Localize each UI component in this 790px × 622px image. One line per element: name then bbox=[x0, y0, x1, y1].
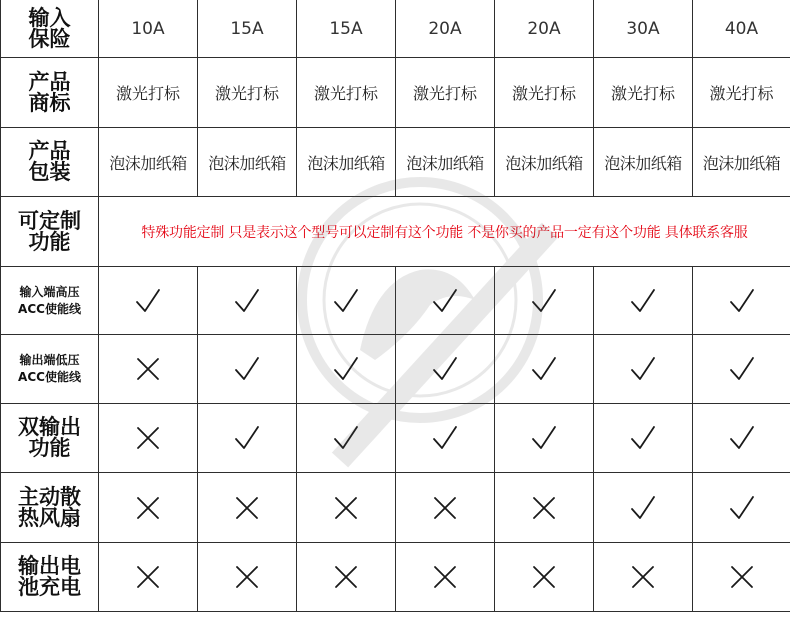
supported-cell bbox=[198, 404, 297, 473]
table-row bbox=[1, 335, 790, 404]
row-header-line: 双输出 bbox=[18, 415, 81, 439]
check-icon bbox=[729, 425, 755, 451]
row-header-line: 输出端低压 bbox=[19, 353, 80, 367]
unsupported-cell bbox=[693, 543, 790, 612]
supported-cell bbox=[693, 473, 790, 543]
check-icon bbox=[432, 356, 458, 382]
row-header-line: 热风扇 bbox=[18, 505, 81, 530]
table-cell: 激光打标 bbox=[693, 58, 790, 128]
check-icon bbox=[234, 425, 260, 451]
supported-cell bbox=[594, 267, 693, 335]
cross-icon bbox=[729, 564, 755, 590]
table-cell: 泡沫加纸箱 bbox=[99, 128, 198, 197]
supported-cell bbox=[594, 404, 693, 473]
check-icon bbox=[531, 288, 557, 314]
table-cell: 泡沫加纸箱 bbox=[297, 128, 396, 197]
row-header bbox=[1, 473, 99, 543]
check-icon bbox=[729, 288, 755, 314]
row-header bbox=[1, 543, 99, 612]
row-header bbox=[1, 335, 99, 404]
check-icon bbox=[135, 288, 161, 314]
check-icon bbox=[531, 356, 557, 382]
check-icon bbox=[630, 495, 656, 521]
cross-icon bbox=[432, 564, 458, 590]
unsupported-cell bbox=[297, 473, 396, 543]
check-icon bbox=[333, 288, 359, 314]
supported-cell bbox=[594, 335, 693, 404]
cross-icon bbox=[135, 495, 161, 521]
table-cell: 15A bbox=[297, 0, 396, 58]
check-icon bbox=[630, 288, 656, 314]
supported-cell bbox=[693, 335, 790, 404]
table-cell: 10A bbox=[99, 0, 198, 58]
table-row bbox=[1, 197, 790, 267]
check-icon bbox=[333, 356, 359, 382]
row-header-line: 包装 bbox=[28, 160, 71, 184]
table-cell: 泡沫加纸箱 bbox=[495, 128, 594, 197]
table-cell: 泡沫加纸箱 bbox=[594, 128, 693, 197]
row-header bbox=[1, 404, 99, 473]
table-cell: 20A bbox=[396, 0, 495, 58]
supported-cell bbox=[495, 404, 594, 473]
table-cell: 30A bbox=[594, 0, 693, 58]
row-header-line: ACC使能线 bbox=[18, 301, 81, 316]
unsupported-cell bbox=[396, 473, 495, 543]
supported-cell bbox=[198, 335, 297, 404]
check-icon bbox=[630, 425, 656, 451]
check-icon bbox=[630, 356, 656, 382]
table-cell: 泡沫加纸箱 bbox=[396, 128, 495, 197]
unsupported-cell bbox=[297, 543, 396, 612]
supported-cell bbox=[396, 335, 495, 404]
row-header-line: 主动散 bbox=[18, 484, 81, 509]
table-row bbox=[1, 58, 790, 128]
check-icon bbox=[234, 288, 260, 314]
table-cell: 激光打标 bbox=[396, 58, 495, 128]
cross-icon bbox=[333, 495, 359, 521]
check-icon bbox=[432, 425, 458, 451]
unsupported-cell bbox=[198, 473, 297, 543]
row-header bbox=[1, 0, 99, 58]
row-header-line: 功能 bbox=[28, 229, 71, 254]
row-header-line: 产品 bbox=[28, 69, 71, 94]
custom-note: 特殊功能定制 只是表示这个型号可以定制有这个功能 不是你买的产品一定有这个功能 具体联系客服 bbox=[99, 197, 790, 267]
row-header-line: 输入 bbox=[28, 5, 71, 30]
row-header bbox=[1, 267, 99, 335]
table-cell: 激光打标 bbox=[198, 58, 297, 128]
unsupported-cell bbox=[495, 543, 594, 612]
unsupported-cell bbox=[99, 473, 198, 543]
unsupported-cell bbox=[396, 543, 495, 612]
unsupported-cell bbox=[99, 543, 198, 612]
row-header bbox=[1, 197, 99, 267]
unsupported-cell bbox=[594, 543, 693, 612]
row-header-line: 产品 bbox=[28, 139, 71, 163]
table-cell: 15A bbox=[198, 0, 297, 58]
table-row bbox=[1, 128, 790, 197]
table-cell: 20A bbox=[495, 0, 594, 58]
check-icon bbox=[729, 356, 755, 382]
supported-cell bbox=[495, 335, 594, 404]
cross-icon bbox=[531, 495, 557, 521]
table-cell: 激光打标 bbox=[297, 58, 396, 128]
check-icon bbox=[234, 356, 260, 382]
supported-cell bbox=[495, 267, 594, 335]
cross-icon bbox=[234, 495, 260, 521]
row-header bbox=[1, 128, 99, 197]
table-row bbox=[1, 267, 790, 335]
supported-cell bbox=[693, 267, 790, 335]
supported-cell bbox=[297, 267, 396, 335]
row-header-line: 输入端高压 bbox=[19, 284, 80, 299]
cross-icon bbox=[234, 564, 260, 590]
row-header-line: 功能 bbox=[28, 436, 71, 460]
supported-cell bbox=[297, 335, 396, 404]
check-icon bbox=[729, 495, 755, 521]
check-icon bbox=[333, 425, 359, 451]
cross-icon bbox=[135, 356, 161, 382]
row-header-line: ACC使能线 bbox=[18, 370, 81, 384]
table-cell: 40A bbox=[693, 0, 790, 58]
check-icon bbox=[531, 425, 557, 451]
table-row bbox=[1, 0, 790, 58]
supported-cell bbox=[693, 404, 790, 473]
cross-icon bbox=[333, 564, 359, 590]
table-cell: 激光打标 bbox=[495, 58, 594, 128]
cross-icon bbox=[531, 564, 557, 590]
table-cell: 激光打标 bbox=[594, 58, 693, 128]
row-header-line: 池充电 bbox=[18, 575, 81, 599]
unsupported-cell bbox=[99, 335, 198, 404]
cross-icon bbox=[135, 564, 161, 590]
row-header-line: 输出电 bbox=[18, 554, 81, 578]
unsupported-cell bbox=[495, 473, 594, 543]
cross-icon bbox=[135, 425, 161, 451]
row-header-line: 商标 bbox=[28, 90, 71, 115]
table-cell: 泡沫加纸箱 bbox=[693, 128, 790, 197]
table-row bbox=[1, 473, 790, 543]
table-cell: 激光打标 bbox=[99, 58, 198, 128]
table-cell: 泡沫加纸箱 bbox=[198, 128, 297, 197]
supported-cell bbox=[594, 473, 693, 543]
row-header-line: 可定制 bbox=[18, 208, 81, 233]
supported-cell bbox=[99, 267, 198, 335]
unsupported-cell bbox=[198, 543, 297, 612]
row-header bbox=[1, 58, 99, 128]
table-row bbox=[1, 543, 790, 612]
supported-cell bbox=[198, 267, 297, 335]
supported-cell bbox=[396, 267, 495, 335]
table-row bbox=[1, 404, 790, 473]
check-icon bbox=[432, 288, 458, 314]
row-header-line: 保险 bbox=[28, 26, 71, 51]
unsupported-cell bbox=[99, 404, 198, 473]
supported-cell bbox=[297, 404, 396, 473]
supported-cell bbox=[396, 404, 495, 473]
cross-icon bbox=[630, 564, 656, 590]
cross-icon bbox=[432, 495, 458, 521]
